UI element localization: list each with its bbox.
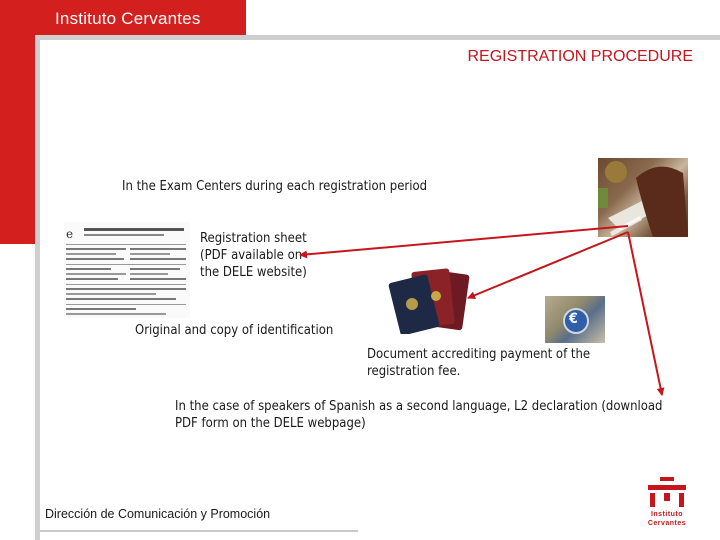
logo-line-2: Cervantes	[647, 520, 687, 527]
form-badge: e	[66, 227, 74, 241]
instituto-cervantes-logo	[642, 477, 692, 529]
page-title: REGISTRATION PROCEDURE	[467, 48, 693, 65]
item-l2-declaration: In the case of speakers of Spanish as a second language, L2 declaration (download PDF form on the DELE webpage)	[175, 399, 663, 431]
footer-text: Dirección de Comunicación y Promoción	[45, 507, 271, 521]
item-payment: Document accrediting payment of the registration fee.	[367, 347, 591, 379]
arrow-to-registration-sheet	[300, 226, 628, 255]
item-registration-sheet: Registration sheet (PDF available on the DELE website)	[200, 231, 307, 280]
subtitle: In the Exam Centers during each registration period	[122, 179, 428, 194]
logo-line-1: Instituto	[650, 511, 684, 518]
arrow-to-identification	[468, 232, 628, 298]
footer-rule	[40, 530, 358, 532]
euro-symbol: €	[569, 311, 578, 327]
item-identification: Original and copy of identification	[135, 323, 334, 338]
arrow-to-l2-declaration	[628, 232, 662, 395]
brand-name: Instituto Cervantes	[55, 9, 201, 28]
